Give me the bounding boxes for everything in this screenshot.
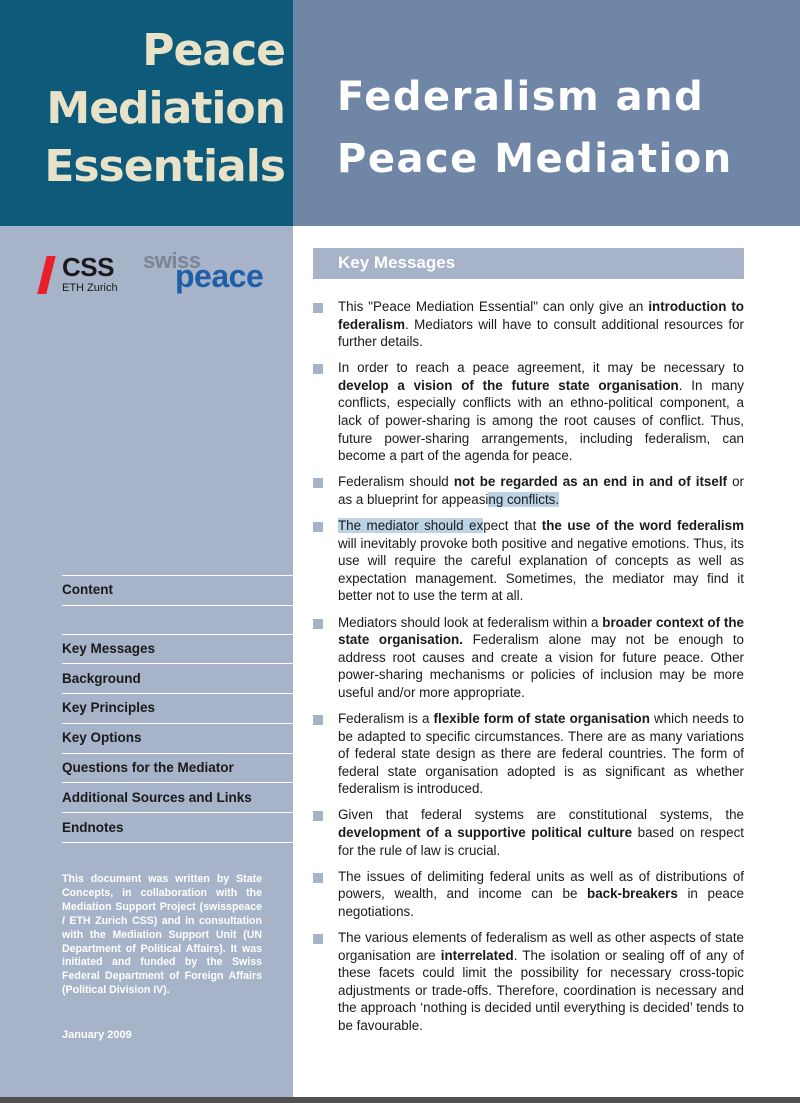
toc-item-key-messages[interactable]: Key Messages xyxy=(62,641,156,656)
toc-divider xyxy=(62,575,293,576)
series-title-line: Mediation xyxy=(46,83,285,134)
toc-item-key-options[interactable]: Key Options xyxy=(62,730,142,745)
message-text: Federalism alone may not be enough to address root causes and create a vision for future peace. Other power-sharing mechanisms or policies of inclusion may be more useful and/or more appropriate. xyxy=(338,632,744,700)
toc-item-questions-for-the-mediator[interactable]: Questions for the Mediator xyxy=(62,760,234,775)
toc-divider xyxy=(62,782,293,783)
css-logo xyxy=(38,252,128,300)
credits-text: This document was written by State Concepts, in collaboration with the Mediation Support Project (swisspeace / ETH Zurich CSS) and in consultation with the Mediation Support Unit (UN Department of Political Affairs). It was initiated and funded by the Swiss Federal Department of Foreign Affairs (Political Division IV). xyxy=(62,873,262,997)
square-bullet-icon xyxy=(313,811,323,821)
series-title-line: Essentials xyxy=(44,141,285,192)
toc-item-key-principles[interactable]: Key Principles xyxy=(62,700,156,715)
toc-divider xyxy=(62,693,293,694)
key-message xyxy=(313,359,744,465)
key-messages-list xyxy=(313,298,744,1043)
message-text: In order to reach a peace agreement, it may be necessary to xyxy=(338,360,744,376)
toc-divider xyxy=(62,753,293,754)
key-message xyxy=(313,868,744,921)
square-bullet-icon xyxy=(313,478,323,488)
message-text: . In many conflicts, especially conflicts with an ethno-political component, a lack of power-sharing is among the root causes of conflict. Thus, future power-sharing arrangements, including federalism, can become a part of the agenda for peace. xyxy=(338,377,744,464)
key-message xyxy=(313,473,744,508)
series-title-line: Peace xyxy=(142,25,285,76)
swisspeace-logo-top: swiss xyxy=(143,248,201,273)
key-message xyxy=(313,298,744,351)
document-title xyxy=(337,66,733,190)
css-logo-subtext: ETH Zurich xyxy=(62,282,118,294)
square-bullet-icon xyxy=(313,619,323,629)
message-text: in peace negotiations. xyxy=(338,886,744,919)
message-emphasis: broader context of the state organisation. xyxy=(338,614,744,648)
key-message xyxy=(313,710,744,798)
message-text: The issues of delimiting federal units as well as of distributions of powers, wealth, and income can be xyxy=(338,868,744,902)
message-text: based on respect for the rule of law is crucial. xyxy=(338,825,744,858)
message-emphasis: back-breakers xyxy=(587,886,678,902)
toc-divider xyxy=(62,842,293,843)
message-text: This "Peace Mediation Essential" can only give an xyxy=(338,299,649,314)
toc-divider xyxy=(62,663,293,664)
toc-divider xyxy=(62,812,293,813)
message-text: or as a blueprint for appeasi xyxy=(338,474,744,507)
toc-divider xyxy=(62,605,293,606)
message-emphasis: the use of the word federalism xyxy=(541,518,744,534)
title-box xyxy=(293,0,800,226)
message-text: will inevitably provoke both positive and negative emotions. Thus, its use will require the careful explanation of concepts as well as expectation management. Sometimes, the mediator may find it better not to use the term at all. xyxy=(338,535,744,604)
key-message xyxy=(313,517,744,605)
bottom-rule xyxy=(0,1097,800,1103)
toc-heading: Content xyxy=(62,582,113,597)
key-message xyxy=(313,929,744,1035)
message-emphasis: develop a vision of the future state organisation xyxy=(338,377,679,393)
message-text: The various elements of federalism as well as other aspects of state organisation are xyxy=(338,930,744,963)
message-text: which needs to be adapted to specific circumstances. There are as many variations of federal state design as there are federal countries. The form of federal state organisation adopted is as significant as whether federalism is introduced. xyxy=(338,710,744,797)
message-emphasis: interrelated xyxy=(440,947,514,963)
css-logo-text: CSS xyxy=(62,252,114,282)
series-title xyxy=(44,22,285,196)
square-bullet-icon xyxy=(313,715,323,725)
toc-item-additional-sources[interactable]: Additional Sources and Links xyxy=(62,790,252,805)
message-text: pect that xyxy=(483,518,542,534)
toc-item-background[interactable]: Background xyxy=(62,671,141,686)
message-emphasis: introduction to federalism xyxy=(338,299,744,332)
message-text: The mediator should ex xyxy=(338,518,484,534)
message-text: . Mediators will have to consult additional resources for further details. xyxy=(338,316,744,350)
message-text: Federalism is a xyxy=(338,710,434,726)
series-box xyxy=(0,0,293,226)
key-messages-header xyxy=(313,248,744,279)
toc-divider xyxy=(62,634,293,635)
document-title-line: Federalism and xyxy=(337,74,705,120)
square-bullet-icon xyxy=(313,934,323,944)
message-text: ng conflicts. xyxy=(488,491,560,507)
message-emphasis: not be regarded as an end in and of itself xyxy=(453,474,728,490)
message-text: Mediators should look at federalism within a xyxy=(338,614,603,630)
toc-divider xyxy=(62,723,293,724)
publication-date: January 2009 xyxy=(62,1029,132,1041)
message-emphasis: development of a supportive political culture xyxy=(338,825,633,841)
swisspeace-logo xyxy=(143,248,273,298)
square-bullet-icon xyxy=(313,873,323,883)
message-text: Given that federal systems are constitutional systems, the xyxy=(338,807,744,823)
css-slash-icon xyxy=(37,256,55,294)
toc-item-endnotes[interactable]: Endnotes xyxy=(62,820,124,835)
key-message xyxy=(313,614,744,702)
square-bullet-icon xyxy=(313,522,323,532)
square-bullet-icon xyxy=(313,303,323,313)
swisspeace-logo-bottom: peace xyxy=(175,258,264,294)
document-title-line: Peace Mediation xyxy=(337,136,733,182)
square-bullet-icon xyxy=(313,364,323,374)
message-text: Federalism should xyxy=(338,474,454,490)
key-message xyxy=(313,806,744,859)
key-messages-title: Key Messages xyxy=(338,253,456,272)
message-emphasis: flexible form of state organisation xyxy=(433,710,650,726)
message-text: . The isolation or sealing off of any of these facets could limit the possibility for necessary cross-topic adjustments or trade-offs. Therefore, coordination is necessary and the approach ‘nothing is decided until everything is decided’ tends to be favourable. xyxy=(338,947,745,1033)
